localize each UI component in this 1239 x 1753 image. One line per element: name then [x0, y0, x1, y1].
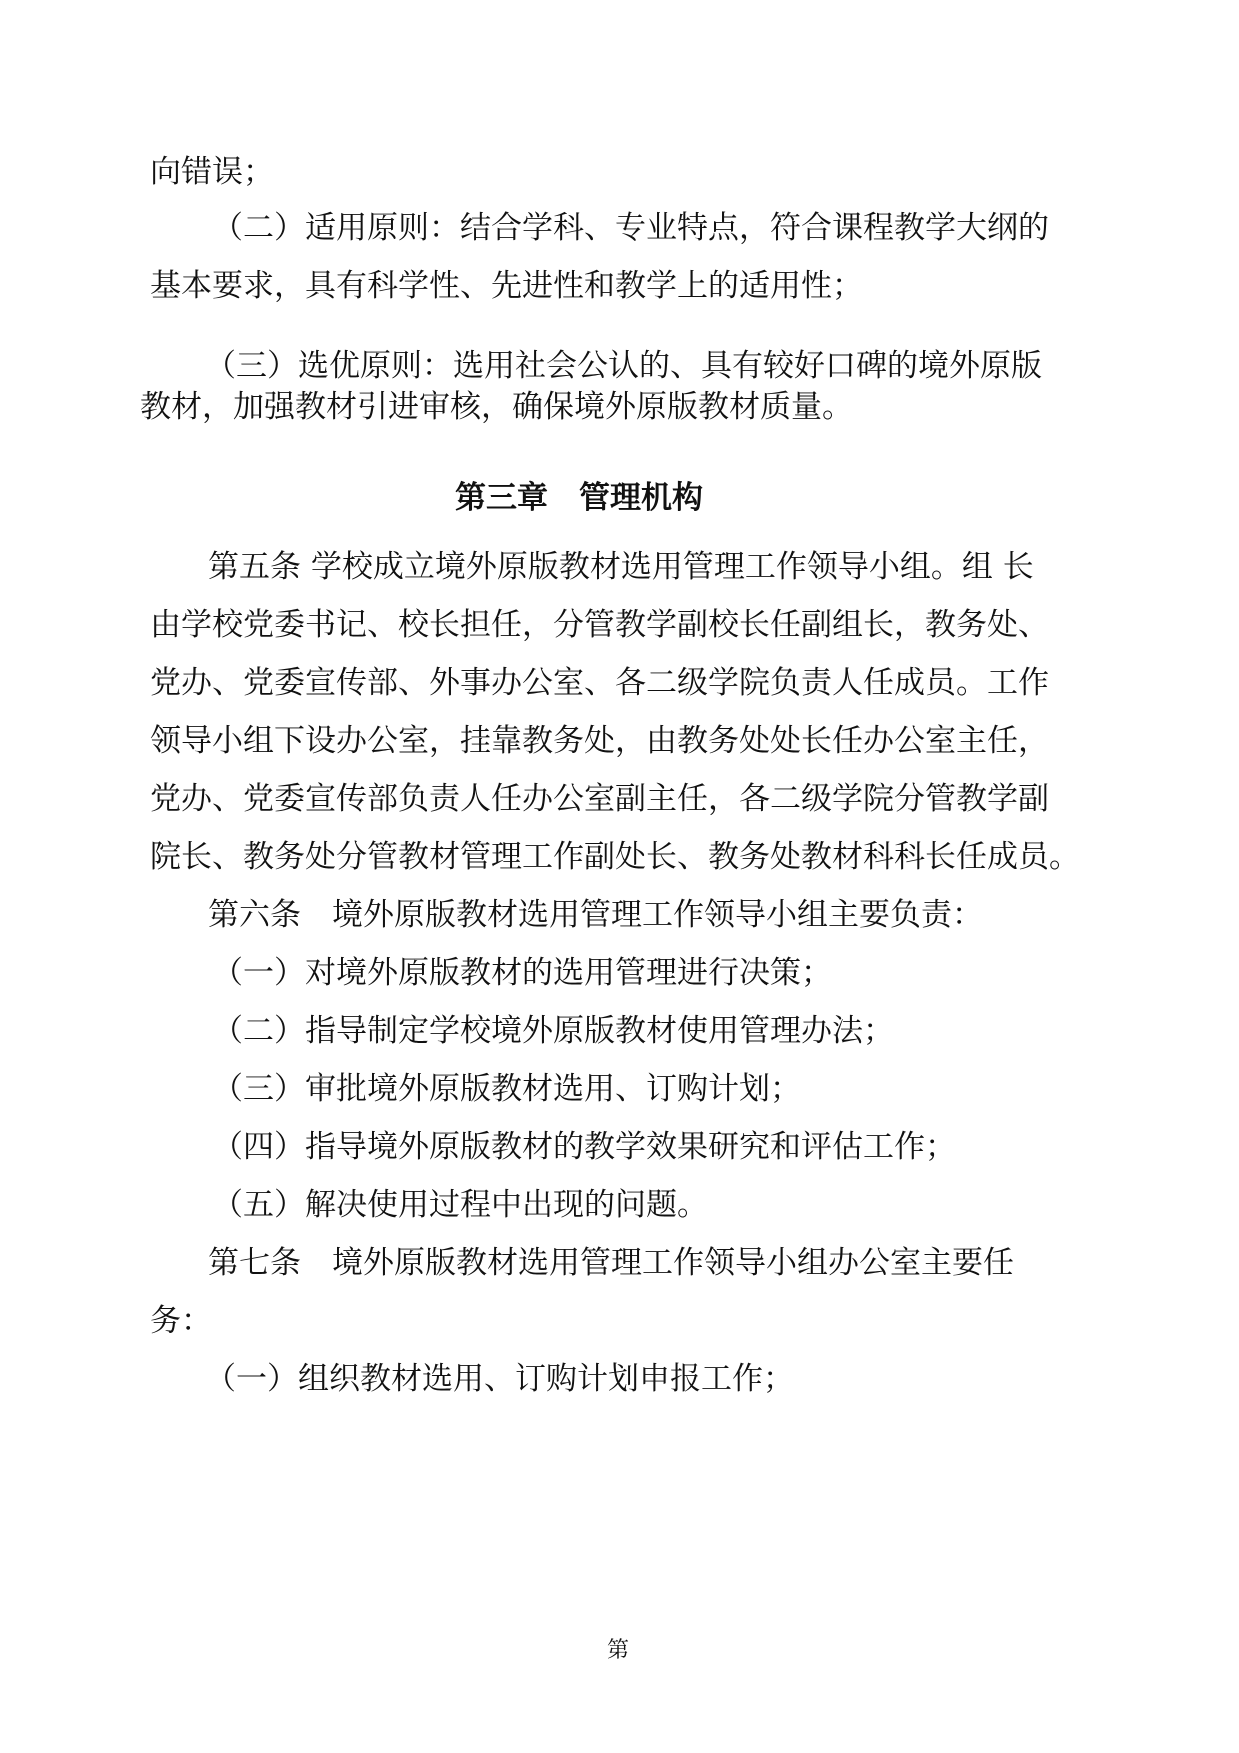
- page-footer: 第: [607, 1638, 630, 1663]
- text-line: （三）审批境外原版教材选用、订购计划；: [212, 1071, 801, 1107]
- text-line: 院长、教务处分管教材管理工作副处长、教务处教材科科长任成员。: [150, 839, 1080, 875]
- text-line: （一）组织教材选用、订购计划申报工作；: [205, 1361, 794, 1397]
- text-line: 领导小组下设办公室，挂靠教务处，由教务处处长任办公室主任，: [150, 723, 1049, 759]
- text-line: 教材，加强教材引进审核，确保境外原版教材质量。: [140, 389, 853, 425]
- chapter-heading: 第三章 管理机构: [455, 480, 703, 516]
- text-line: 第五条 学校成立境外原版教材选用管理工作领导小组。组 长: [208, 549, 1034, 585]
- text-line: 基本要求，具有科学性、先进性和教学上的适用性；: [150, 268, 863, 304]
- text-line: 由学校党委书记、校长担任，分管教学副校长任副组长，教务处、: [150, 607, 1049, 643]
- text-line: （四）指导境外原版教材的教学效果研究和评估工作；: [212, 1129, 956, 1165]
- text-line: （三）选优原则：选用社会公认的、具有较好口碑的境外原版: [205, 348, 1042, 384]
- text-line: 向错误；: [150, 154, 274, 190]
- text-line: 第六条 境外原版教材选用管理工作领导小组主要负责：: [208, 897, 983, 933]
- text-line: 党办、党委宣传部、外事办公室、各二级学院负责人任成员。工作: [150, 665, 1049, 701]
- text-line: 党办、党委宣传部负责人任办公室副主任，各二级学院分管教学副: [150, 781, 1049, 817]
- text-line: （二）指导制定学校境外原版教材使用管理办法；: [212, 1013, 894, 1049]
- text-line: （一）对境外原版教材的选用管理进行决策；: [212, 955, 832, 991]
- text-line: 第七条 境外原版教材选用管理工作领导小组办公室主要任: [208, 1245, 1014, 1281]
- text-line: （五）解决使用过程中出现的问题。: [212, 1187, 708, 1223]
- text-line: （二）适用原则：结合学科、专业特点，符合课程教学大纲的: [212, 210, 1049, 246]
- text-line: 务：: [150, 1303, 212, 1339]
